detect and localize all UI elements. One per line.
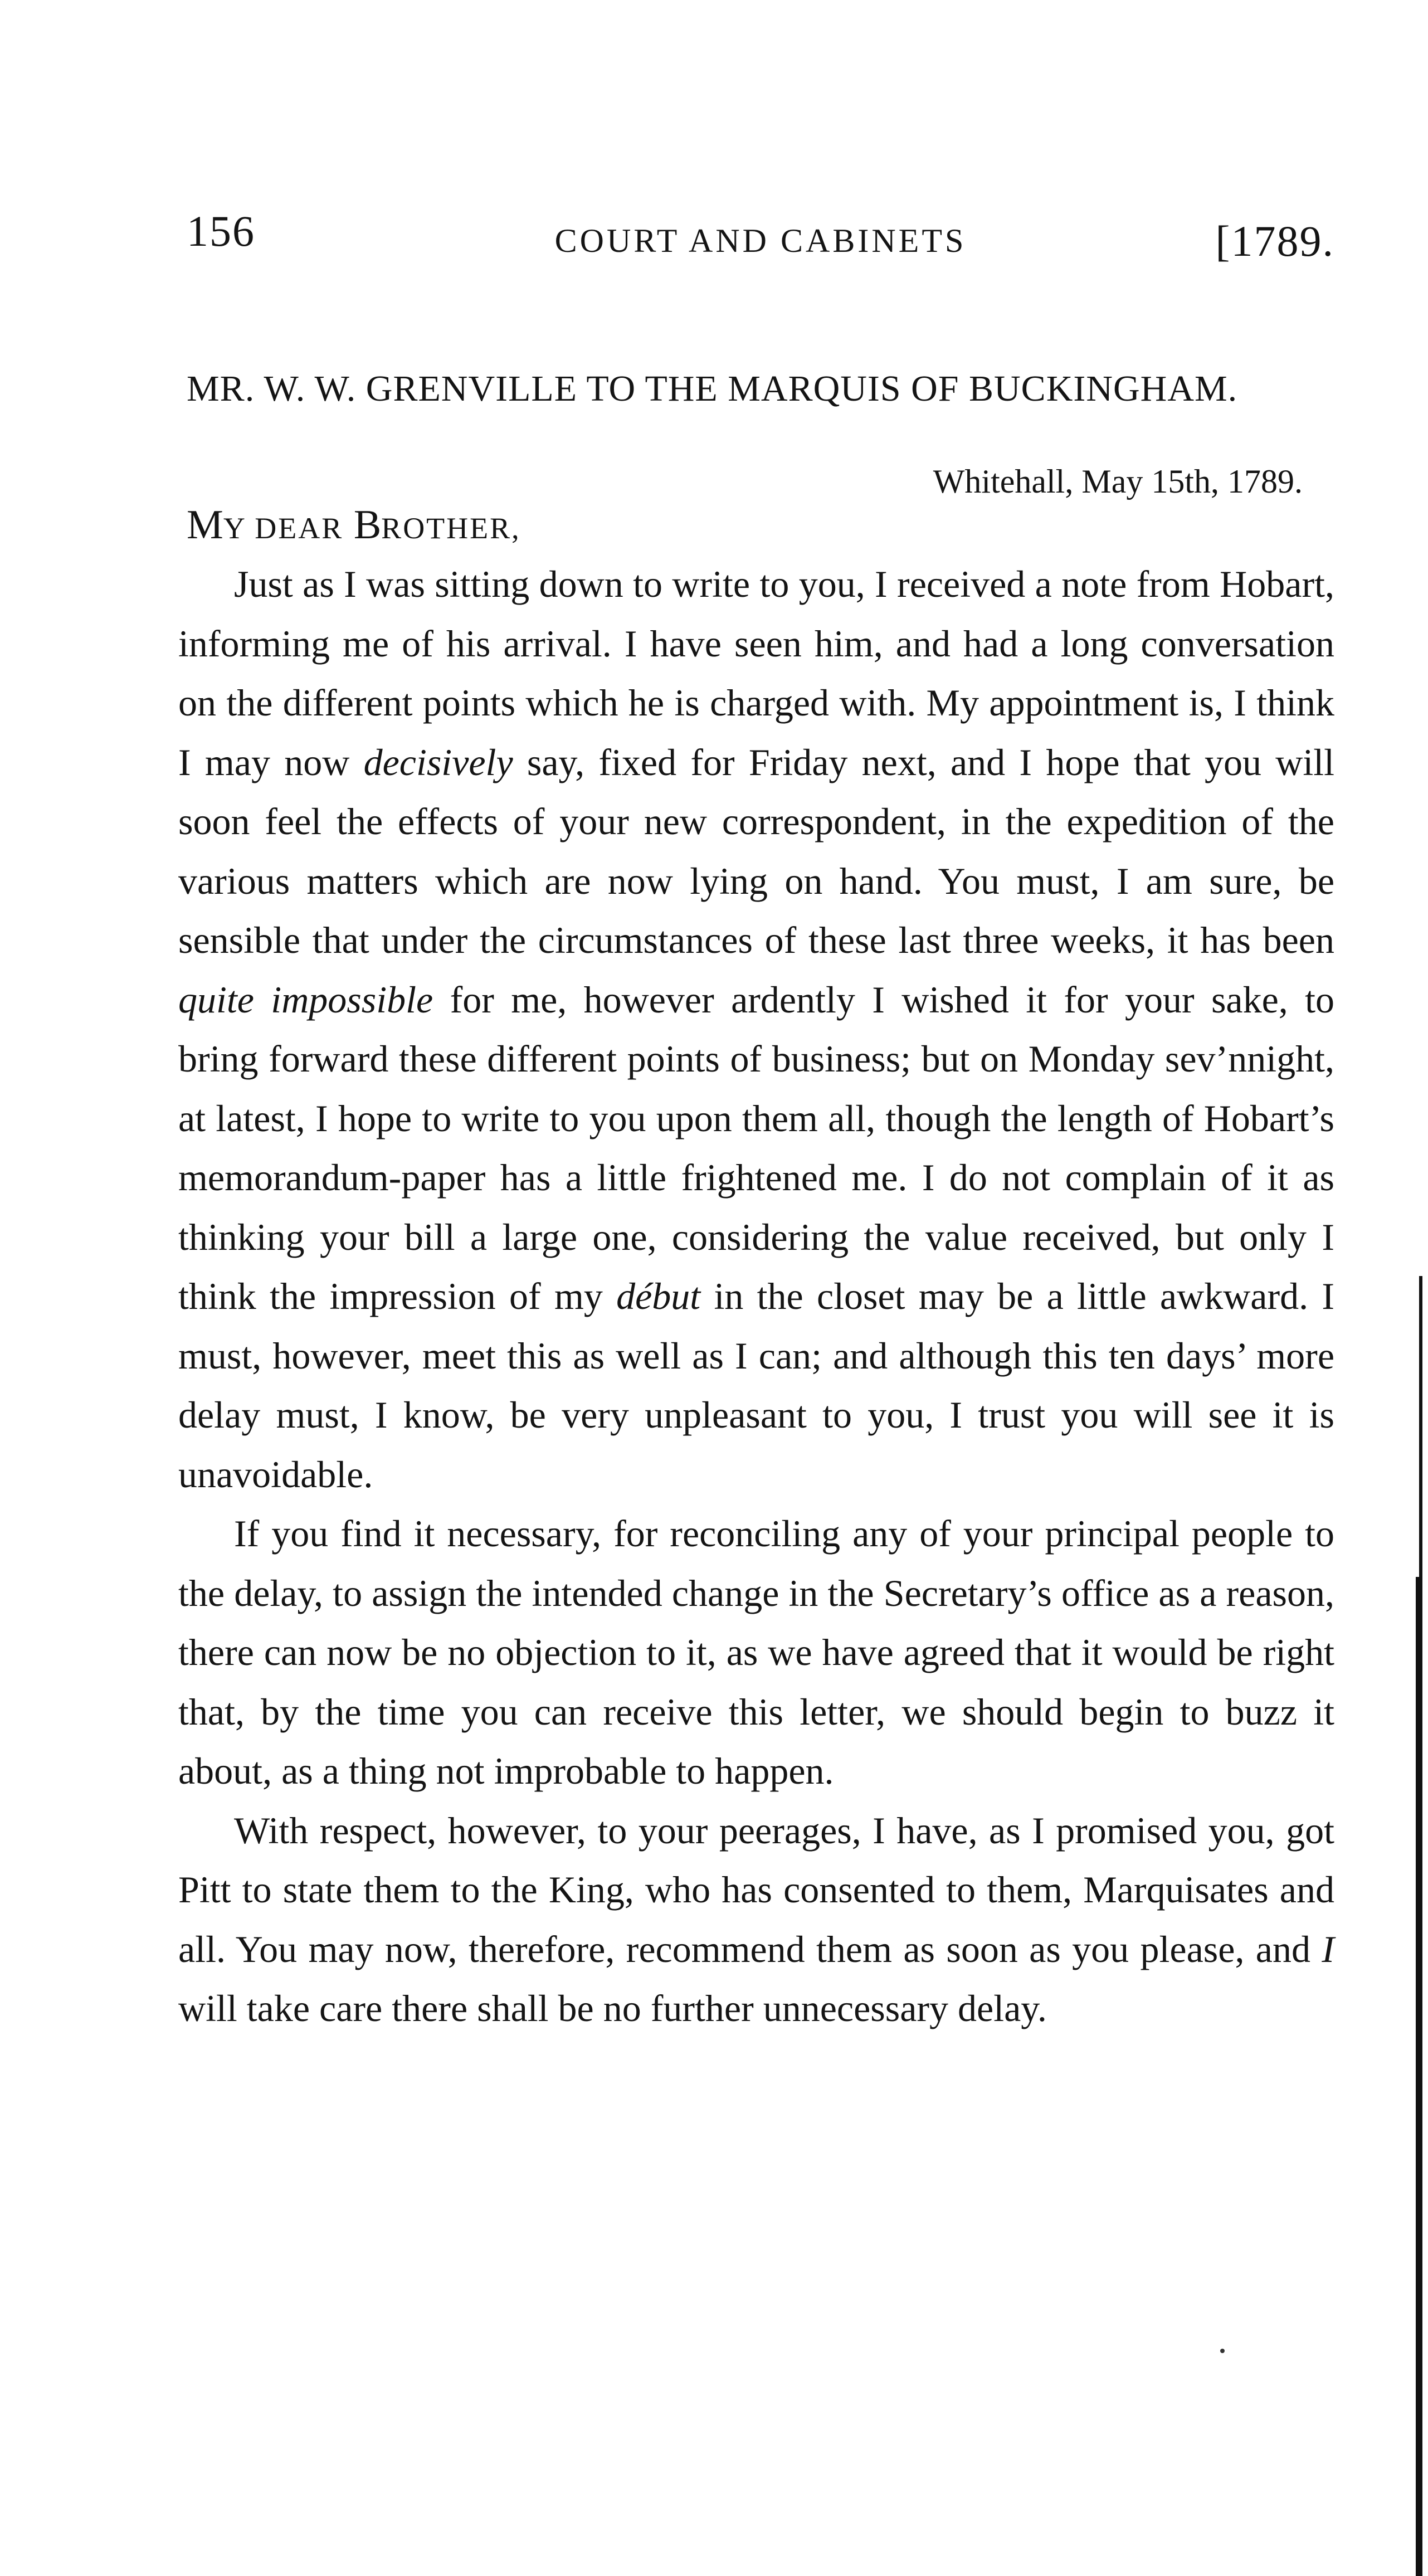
salutation-initial: M bbox=[187, 502, 223, 548]
running-head bbox=[187, 206, 1334, 267]
scan-edge-mark bbox=[1416, 1577, 1422, 2576]
scan-edge-mark bbox=[1419, 1276, 1422, 1588]
emphasis-text: I bbox=[1322, 1927, 1335, 1970]
paragraph-text: in the closet may be a little awkward. I must, however, meet this as well as I can; and although this ten days’ more delay must, I know, be very unpleasant to you, I trust you will see it is unavoidable. bbox=[178, 1275, 1335, 1496]
ink-dot bbox=[1220, 2349, 1225, 2353]
paragraph-2 bbox=[178, 1504, 1334, 1801]
page-number: 156 bbox=[187, 207, 255, 255]
emphasis-text: decisively bbox=[363, 741, 513, 783]
paragraph-text: Just as I was sitting down to write to you, I received a note from Hobart, informing me of his arrival. I have seen him, and had a long conversation on the different points which he is charged with. My appointment is, I think I may now bbox=[178, 563, 1334, 783]
paragraph-text: With respect, however, to your peerages, I have, as I promised you, got Pitt to state them to the King, who has consented to them, Marquisates and all. You may now, therefore, recommend them as soon as you please, and bbox=[178, 1809, 1334, 1970]
paragraph-1 bbox=[178, 554, 1334, 1504]
running-title: COURT AND CABINETS bbox=[554, 222, 967, 259]
paragraph-text: say, fixed for Friday next, and I hope that you will soon feel the effects of your new correspondent, in the expedition of the various matters which are now lying on hand. You must, I am sure, be sensible that under the circumstances of these last three weeks, it has been bbox=[178, 741, 1334, 961]
paragraph-3 bbox=[178, 1801, 1334, 2038]
letter-salutation bbox=[187, 501, 521, 549]
emphasis-text: début bbox=[616, 1275, 701, 1317]
running-year: [1789. bbox=[1215, 217, 1334, 265]
salutation-initial: B bbox=[353, 502, 382, 548]
paragraph-text: for me, however ardently I wished it for your sake, to bring forward these different points of business; but on Monday sev’nnight, at latest, I hope to write to you upon them all, though the length of Hobart’s memorandum-paper has a little frightened me. I do not complain of it as thinking your bill a large one, considering the value received, but only I think the impression of my bbox=[178, 978, 1335, 1317]
emphasis-text: quite impossible bbox=[178, 978, 433, 1021]
salutation-small-caps: ROTHER, bbox=[381, 512, 521, 545]
paragraph-text: will take care there shall be no further unnecessary delay. bbox=[178, 1987, 1047, 2029]
salutation-small-caps: Y DEAR bbox=[223, 512, 344, 545]
letter-dateline: Whitehall, May 15th, 1789. bbox=[933, 463, 1303, 500]
letter-body bbox=[178, 554, 1334, 2038]
paragraph-text: If you find it necessary, for reconciling any of your principal people to the delay, to assign the intended change in the Secretary’s office as a reason, there can now be no objection to it, as we have agreed that it would be right that, by the time you can receive this letter, we should begin to buzz it about, as a thing not improbable to happen. bbox=[178, 1512, 1334, 1792]
letter-heading: MR. W. W. GRENVILLE TO THE MARQUIS OF BUCKINGHAM. bbox=[187, 368, 1238, 409]
